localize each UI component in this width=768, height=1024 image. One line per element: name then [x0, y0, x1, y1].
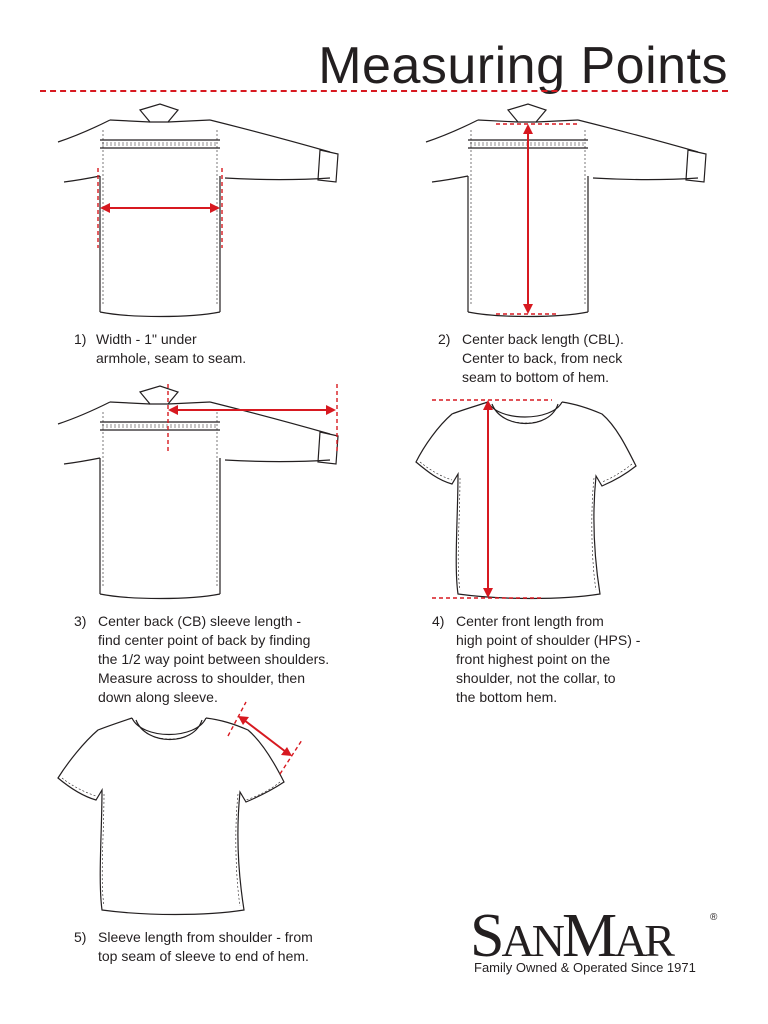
step-text-line: shoulder, not the collar, to: [456, 670, 616, 686]
step-number: 1): [74, 331, 87, 347]
sanmar-logo: [470, 898, 725, 978]
step-number: 3): [74, 613, 87, 629]
shirt-width-illustration: [50, 100, 350, 320]
shirt-sleeve-cb-illustration: [50, 382, 350, 602]
shirt-cbl-illustration: [418, 100, 718, 320]
step-text-line: Measure across to shoulder, then: [98, 670, 306, 686]
step-number: 2): [438, 331, 451, 347]
step-text-line: Center front length from: [456, 613, 604, 629]
page-title: Measuring Points: [318, 37, 728, 95]
step-text-line: front highest point on the: [456, 651, 611, 667]
logo-wordmark: [470, 902, 675, 960]
logo-letter-s: S: [470, 902, 502, 960]
tshirt-sleeve-length-illustration: [52, 698, 312, 918]
step-number: 4): [432, 613, 445, 629]
logo-letters-ar: AR: [614, 915, 672, 960]
step-5-caption: [74, 928, 313, 966]
step-3-caption: [74, 612, 329, 707]
step-text-line: Sleeve length from shoulder - from: [98, 929, 313, 945]
step-1-caption: [74, 330, 246, 368]
title-divider: [40, 90, 728, 92]
step-2-caption: [438, 330, 624, 387]
step-text-line: armhole, seam to seam.: [96, 350, 247, 366]
step-text-line: Width - 1" under: [96, 331, 197, 347]
step-text-line: the 1/2 way point between shoulders.: [98, 651, 330, 667]
step-text-line: Center back (CB) sleeve length -: [98, 613, 302, 629]
step-4-caption: [432, 612, 640, 707]
tshirt-front-length-illustration: [412, 396, 662, 606]
step-number: 5): [74, 929, 87, 945]
logo-letter-m: M: [561, 902, 615, 960]
step-text-line: Center back length (CBL).: [462, 331, 624, 347]
step-text-line: high point of shoulder (HPS) -: [456, 632, 641, 648]
registered-mark: ®: [710, 912, 718, 923]
logo-tagline: Family Owned & Operated Since 1971: [474, 960, 696, 975]
step-text-line: top seam of sleeve to end of hem.: [98, 948, 309, 964]
logo-letters-an: AN: [501, 915, 562, 960]
step-text-line: seam to bottom of hem.: [462, 369, 610, 385]
step-text-line: find center point of back by finding: [98, 632, 311, 648]
step-text-line: the bottom hem.: [456, 689, 558, 705]
step-text-line: down along sleeve.: [98, 689, 218, 705]
step-text-line: Center to back, from neck: [462, 350, 623, 366]
